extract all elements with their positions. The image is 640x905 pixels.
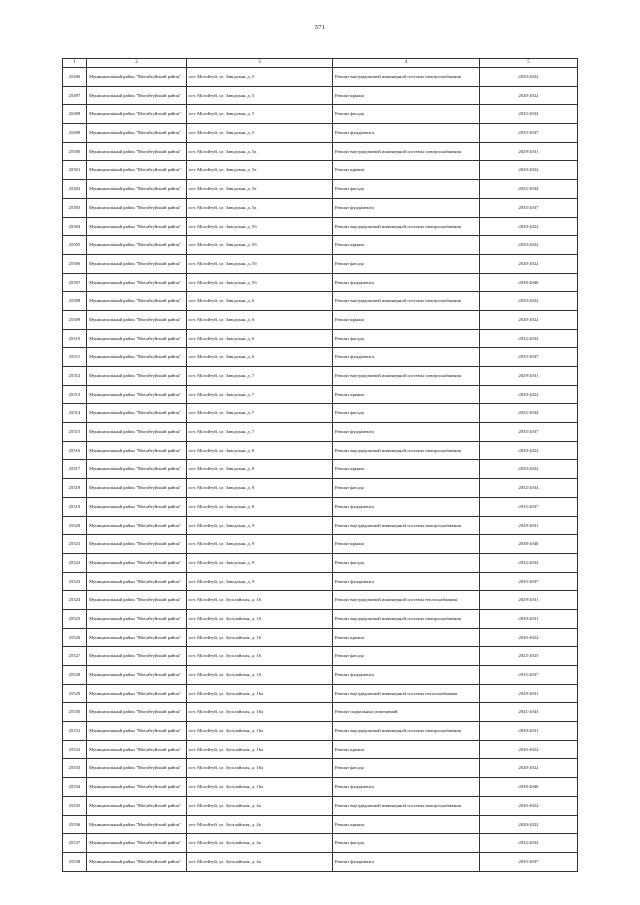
work-type-cell: Ремонт внутридомовой инженерной системы электроснабжения <box>333 796 480 815</box>
work-type-cell: Ремонт фундамента <box>333 273 480 292</box>
work-type-cell: Ремонт подвальных помещений <box>333 703 480 722</box>
work-type-cell: Ремонт фундамента <box>333 348 480 367</box>
municipality-cell: Муниципальный район "Могойтуйский район" <box>87 666 187 685</box>
municipality-cell: Муниципальный район "Могойтуйский район" <box>87 815 187 834</box>
period-cell: 2023-2025 <box>480 647 578 666</box>
row-number: 25504 <box>63 217 87 236</box>
municipality-cell: Муниципальный район "Могойтуйский район" <box>87 759 187 778</box>
table-row <box>63 423 578 442</box>
period-cell: 2020-2022 <box>480 796 578 815</box>
work-type-cell: Ремонт фасада <box>333 180 480 199</box>
header-row <box>63 59 578 68</box>
work-type-cell: Ремонт фасада <box>333 105 480 124</box>
row-number: 25514 <box>63 404 87 423</box>
row-number: 25533 <box>63 759 87 778</box>
period-cell: 2035-2037 <box>480 852 578 871</box>
work-type-cell: Ремонт фундамента <box>333 852 480 871</box>
municipality-cell: Муниципальный район "Могойтуйский район" <box>87 553 187 572</box>
address-cell: пгт. Могойтуй, ул. Заводская, д. 5а <box>187 161 333 180</box>
row-number: 25511 <box>63 348 87 367</box>
work-type-cell: Ремонт фундамента <box>333 572 480 591</box>
municipality-cell: Муниципальный район "Могойтуйский район" <box>87 348 187 367</box>
period-cell: 2029-2031 <box>480 367 578 386</box>
address-cell: пгт. Могойтуй, ул. Зугалайская, д. 16а <box>187 778 333 797</box>
row-number: 25535 <box>63 796 87 815</box>
period-cell: 2020-2022 <box>480 254 578 273</box>
table-row <box>63 759 578 778</box>
period-cell: 2032-2034 <box>480 834 578 853</box>
row-number: 25512 <box>63 367 87 386</box>
work-type-cell: Ремонт внутридомовой инженерной системы электроснабжения <box>333 217 480 236</box>
municipality-cell: Муниципальный район "Могойтуйский район" <box>87 703 187 722</box>
table-row <box>63 535 578 554</box>
address-cell: пгт. Могойтуй, ул. Заводская, д. 6 <box>187 292 333 311</box>
municipality-cell: Муниципальный район "Могойтуйский район" <box>87 722 187 741</box>
address-cell: пгт. Могойтуй, ул. Заводская, д. 6 <box>187 348 333 367</box>
address-cell: пгт. Могойтуй, ул. Заводская, д. 5 <box>187 105 333 124</box>
period-cell: 2038-2040 <box>480 778 578 797</box>
period-cell: 2020-2022 <box>480 217 578 236</box>
row-number: 25502 <box>63 180 87 199</box>
table-row <box>63 852 578 871</box>
work-type-cell: Ремонт внутридомовой инженерной системы теплоснабжения <box>333 684 480 703</box>
row-number: 25503 <box>63 198 87 217</box>
municipality-cell: Муниципальный район "Могойтуйский район" <box>87 647 187 666</box>
period-cell: 2020-2022 <box>480 628 578 647</box>
address-cell: пгт. Могойтуй, ул. Заводская, д. 8 <box>187 460 333 479</box>
row-number: 25537 <box>63 834 87 853</box>
municipality-cell: Муниципальный район "Могойтуйский район" <box>87 217 187 236</box>
table-row <box>63 572 578 591</box>
address-cell: пгт. Могойтуй, ул. Заводская, д. 5б <box>187 254 333 273</box>
municipality-cell: Муниципальный район "Могойтуйский район" <box>87 273 187 292</box>
municipality-cell: Муниципальный район "Могойтуйский район" <box>87 441 187 460</box>
table-row <box>63 722 578 741</box>
table-row <box>63 609 578 628</box>
table-row <box>63 647 578 666</box>
row-number: 25531 <box>63 722 87 741</box>
table-row <box>63 553 578 572</box>
period-cell: 2032-2034 <box>480 553 578 572</box>
table-row <box>63 778 578 797</box>
address-cell: пгт. Могойтуй, ул. Зугалайская, д. 16 <box>187 609 333 628</box>
row-number: 25520 <box>63 516 87 535</box>
address-cell: пгт. Могойтуй, ул. Заводская, д. 8 <box>187 497 333 516</box>
period-cell: 2032-2034 <box>480 105 578 124</box>
page-number: 571 <box>314 24 326 31</box>
table-body <box>63 68 578 872</box>
table-row <box>63 348 578 367</box>
work-type-cell: Ремонт фасада <box>333 834 480 853</box>
address-cell: пгт. Могойтуй, ул. Зугалайская, д. 16 <box>187 666 333 685</box>
row-number: 25515 <box>63 423 87 442</box>
table-row <box>63 273 578 292</box>
column-header-4: 4 <box>333 59 480 68</box>
row-number: 25496 <box>63 68 87 87</box>
municipality-cell: Муниципальный район "Могойтуйский район" <box>87 796 187 815</box>
row-number: 25529 <box>63 684 87 703</box>
address-cell: пгт. Могойтуй, ул. Зугалайская, д. 4а <box>187 796 333 815</box>
work-type-cell: Ремонт крыши <box>333 628 480 647</box>
row-number: 25526 <box>63 628 87 647</box>
address-cell: пгт. Могойтуй, ул. Зугалайская, д. 4а <box>187 852 333 871</box>
row-number: 25536 <box>63 815 87 834</box>
table-row <box>63 105 578 124</box>
row-number: 25500 <box>63 142 87 161</box>
municipality-cell: Муниципальный район "Могойтуйский район" <box>87 497 187 516</box>
table-row <box>63 796 578 815</box>
table-row <box>63 740 578 759</box>
column-header-5: 5 <box>480 59 578 68</box>
period-cell: 2032-2034 <box>480 329 578 348</box>
address-cell: пгт. Могойтуй, ул. Зугалайская, д. 16а <box>187 703 333 722</box>
work-type-cell: Ремонт внутридомовой инженерной системы электроснабжения <box>333 609 480 628</box>
municipality-cell: Муниципальный район "Могойтуйский район" <box>87 778 187 797</box>
row-number: 25507 <box>63 273 87 292</box>
table-row <box>63 180 578 199</box>
work-type-cell: Ремонт внутридомовой инженерной системы электроснабжения <box>333 142 480 161</box>
row-number: 25527 <box>63 647 87 666</box>
address-cell: пгт. Могойтуй, ул. Заводская, д. 7 <box>187 404 333 423</box>
address-cell: пгт. Могойтуй, ул. Заводская, д. 9 <box>187 535 333 554</box>
period-cell: 2035-2037 <box>480 497 578 516</box>
period-cell: 2041-2043 <box>480 703 578 722</box>
row-number: 25508 <box>63 292 87 311</box>
period-cell: 2020-2022 <box>480 86 578 105</box>
table-row <box>63 161 578 180</box>
work-type-cell: Ремонт фундамента <box>333 666 480 685</box>
period-cell: 2029-2031 <box>480 142 578 161</box>
address-cell: пгт. Могойтуй, ул. Заводская, д. 9 <box>187 516 333 535</box>
table-row <box>63 628 578 647</box>
period-cell: 2035-2037 <box>480 348 578 367</box>
row-number: 25524 <box>63 591 87 610</box>
period-cell: 2020-2022 <box>480 236 578 255</box>
table-header <box>63 59 578 68</box>
repair-schedule-table <box>62 58 578 872</box>
work-type-cell: Ремонт внутридомовой инженерной системы электроснабжения <box>333 441 480 460</box>
table-row <box>63 460 578 479</box>
work-type-cell: Ремонт крыши <box>333 460 480 479</box>
address-cell: пгт. Могойтуй, ул. Заводская, д. 7 <box>187 385 333 404</box>
municipality-cell: Муниципальный район "Могойтуйский район" <box>87 535 187 554</box>
period-cell: 2032-2034 <box>480 180 578 199</box>
municipality-cell: Муниципальный район "Могойтуйский район" <box>87 254 187 273</box>
table-row <box>63 385 578 404</box>
table-row <box>63 124 578 143</box>
address-cell: пгт. Могойтуй, ул. Заводская, д. 7 <box>187 423 333 442</box>
period-cell: 2029-2031 <box>480 516 578 535</box>
address-cell: пгт. Могойтуй, ул. Зугалайская, д. 4а <box>187 815 333 834</box>
municipality-cell: Муниципальный район "Могойтуйский район" <box>87 124 187 143</box>
address-cell: пгт. Могойтуй, ул. Зугалайская, д. 4а <box>187 834 333 853</box>
row-number: 25532 <box>63 740 87 759</box>
table-row <box>63 292 578 311</box>
table-row <box>63 310 578 329</box>
work-type-cell: Ремонт фасада <box>333 647 480 666</box>
row-number: 25518 <box>63 479 87 498</box>
municipality-cell: Муниципальный район "Могойтуйский район" <box>87 423 187 442</box>
row-number: 25538 <box>63 852 87 871</box>
address-cell: пгт. Могойтуй, ул. Заводская, д. 9 <box>187 572 333 591</box>
work-type-cell: Ремонт внутридомовой инженерной системы электроснабжения <box>333 722 480 741</box>
table-row <box>63 142 578 161</box>
table-row <box>63 367 578 386</box>
period-cell: 2038-2040 <box>480 273 578 292</box>
work-type-cell: Ремонт крыши <box>333 161 480 180</box>
municipality-cell: Муниципальный район "Могойтуйский район" <box>87 292 187 311</box>
period-cell: 2020-2022 <box>480 740 578 759</box>
work-type-cell: Ремонт фундамента <box>333 497 480 516</box>
municipality-cell: Муниципальный район "Могойтуйский район" <box>87 86 187 105</box>
address-cell: пгт. Могойтуй, ул. Заводская, д. 6 <box>187 310 333 329</box>
table-row <box>63 441 578 460</box>
table-row <box>63 198 578 217</box>
row-number: 25506 <box>63 254 87 273</box>
municipality-cell: Муниципальный район "Могойтуйский район" <box>87 68 187 87</box>
table-row <box>63 329 578 348</box>
address-cell: пгт. Могойтуй, ул. Зугалайская, д. 16а <box>187 722 333 741</box>
row-number: 25525 <box>63 609 87 628</box>
table-row <box>63 516 578 535</box>
address-cell: пгт. Могойтуй, ул. Заводская, д. 8 <box>187 479 333 498</box>
municipality-cell: Муниципальный район "Могойтуйский район" <box>87 609 187 628</box>
municipality-cell: Муниципальный район "Могойтуйский район" <box>87 460 187 479</box>
period-cell: 2035-2037 <box>480 423 578 442</box>
work-type-cell: Ремонт крыши <box>333 815 480 834</box>
municipality-cell: Муниципальный район "Могойтуйский район" <box>87 310 187 329</box>
work-type-cell: Ремонт крыши <box>333 310 480 329</box>
row-number: 25528 <box>63 666 87 685</box>
address-cell: пгт. Могойтуй, ул. Заводская, д. 9 <box>187 553 333 572</box>
work-type-cell: Ремонт фасада <box>333 479 480 498</box>
address-cell: пгт. Могойтуй, ул. Заводская, д. 5а <box>187 180 333 199</box>
address-cell: пгт. Могойтуй, ул. Заводская, д. 7 <box>187 367 333 386</box>
period-cell: 2029-2031 <box>480 684 578 703</box>
row-number: 25510 <box>63 329 87 348</box>
row-number: 25501 <box>63 161 87 180</box>
municipality-cell: Муниципальный район "Могойтуйский район" <box>87 236 187 255</box>
period-cell: 2020-2022 <box>480 310 578 329</box>
table-row <box>63 254 578 273</box>
address-cell: пгт. Могойтуй, ул. Заводская, д. 5 <box>187 124 333 143</box>
period-cell: 2020-2022 <box>480 441 578 460</box>
period-cell: 2020-2022 <box>480 759 578 778</box>
municipality-cell: Муниципальный район "Могойтуйский район" <box>87 161 187 180</box>
municipality-cell: Муниципальный район "Могойтуйский район" <box>87 105 187 124</box>
municipality-cell: Муниципальный район "Могойтуйский район" <box>87 591 187 610</box>
row-number: 25521 <box>63 535 87 554</box>
municipality-cell: Муниципальный район "Могойтуйский район" <box>87 628 187 647</box>
period-cell: 2020-2022 <box>480 385 578 404</box>
row-number: 25523 <box>63 572 87 591</box>
municipality-cell: Муниципальный район "Могойтуйский район" <box>87 198 187 217</box>
period-cell: 2032-2034 <box>480 479 578 498</box>
address-cell: пгт. Могойтуй, ул. Заводская, д. 5 <box>187 86 333 105</box>
work-type-cell: Ремонт фундамента <box>333 124 480 143</box>
address-cell: пгт. Могойтуй, ул. Зугалайская, д. 16 <box>187 628 333 647</box>
address-cell: пгт. Могойтуй, ул. Заводская, д. 5б <box>187 217 333 236</box>
municipality-cell: Муниципальный район "Могойтуйский район" <box>87 684 187 703</box>
municipality-cell: Муниципальный район "Могойтуйский район" <box>87 572 187 591</box>
work-type-cell: Ремонт крыши <box>333 385 480 404</box>
address-cell: пгт. Могойтуй, ул. Заводская, д. 5а <box>187 198 333 217</box>
municipality-cell: Муниципальный район "Могойтуйский район" <box>87 852 187 871</box>
period-cell: 2020-2022 <box>480 292 578 311</box>
work-type-cell: Ремонт крыши <box>333 535 480 554</box>
address-cell: пгт. Могойтуй, ул. Заводская, д. 5б <box>187 273 333 292</box>
row-number: 25519 <box>63 497 87 516</box>
period-cell: 2020-2022 <box>480 815 578 834</box>
period-cell: 2035-2037 <box>480 572 578 591</box>
address-cell: пгт. Могойтуй, ул. Заводская, д. 5а <box>187 142 333 161</box>
municipality-cell: Муниципальный район "Могойтуйский район" <box>87 367 187 386</box>
address-cell: пгт. Могойтуй, ул. Зугалайская, д. 16а <box>187 684 333 703</box>
period-cell: 2038-2040 <box>480 535 578 554</box>
municipality-cell: Муниципальный район "Могойтуйский район" <box>87 479 187 498</box>
row-number: 25498 <box>63 105 87 124</box>
municipality-cell: Муниципальный район "Могойтуйский район" <box>87 385 187 404</box>
table-row <box>63 666 578 685</box>
row-number: 25517 <box>63 460 87 479</box>
municipality-cell: Муниципальный район "Могойтуйский район" <box>87 740 187 759</box>
address-cell: пгт. Могойтуй, ул. Зугалайская, д. 16 <box>187 591 333 610</box>
work-type-cell: Ремонт фасада <box>333 759 480 778</box>
table-row <box>63 684 578 703</box>
municipality-cell: Муниципальный район "Могойтуйский район" <box>87 180 187 199</box>
table-row <box>63 217 578 236</box>
table-row <box>63 703 578 722</box>
work-type-cell: Ремонт внутридомовой инженерной системы теплоснабжения <box>333 591 480 610</box>
table-row <box>63 236 578 255</box>
work-type-cell: Ремонт внутридомовой инженерной системы электроснабжения <box>333 367 480 386</box>
period-cell: 2035-2037 <box>480 666 578 685</box>
row-number: 25509 <box>63 310 87 329</box>
work-type-cell: Ремонт фундамента <box>333 198 480 217</box>
work-type-cell: Ремонт фундамента <box>333 423 480 442</box>
work-type-cell: Ремонт внутридомовой инженерной системы электроснабжения <box>333 292 480 311</box>
address-cell: пгт. Могойтуй, ул. Зугалайская, д. 16 <box>187 647 333 666</box>
row-number: 25505 <box>63 236 87 255</box>
table-row <box>63 68 578 87</box>
work-type-cell: Ремонт фасада <box>333 553 480 572</box>
column-header-3: 3 <box>187 59 333 68</box>
work-type-cell: Ремонт внутридомовой инженерной системы электроснабжения <box>333 516 480 535</box>
row-number: 25522 <box>63 553 87 572</box>
address-cell: пгт. Могойтуй, ул. Заводская, д. 5 <box>187 68 333 87</box>
work-type-cell: Ремонт внутридомовой инженерной системы электроснабжения <box>333 68 480 87</box>
address-cell: пгт. Могойтуй, ул. Зугалайская, д. 16а <box>187 740 333 759</box>
row-number: 25497 <box>63 86 87 105</box>
work-type-cell: Ремонт фасада <box>333 404 480 423</box>
row-number: 25513 <box>63 385 87 404</box>
municipality-cell: Муниципальный район "Могойтуйский район" <box>87 329 187 348</box>
period-cell: 2029-2031 <box>480 609 578 628</box>
period-cell: 2020-2022 <box>480 68 578 87</box>
table-row <box>63 86 578 105</box>
row-number: 25530 <box>63 703 87 722</box>
work-type-cell: Ремонт крыши <box>333 236 480 255</box>
work-type-cell: Ремонт крыши <box>333 86 480 105</box>
period-cell: 2020-2022 <box>480 161 578 180</box>
period-cell: 2032-2034 <box>480 404 578 423</box>
address-cell: пгт. Могойтуй, ул. Заводская, д. 8 <box>187 441 333 460</box>
row-number: 25516 <box>63 441 87 460</box>
table-row <box>63 591 578 610</box>
row-number: 25534 <box>63 778 87 797</box>
row-number: 25499 <box>63 124 87 143</box>
table-row <box>63 834 578 853</box>
municipality-cell: Муниципальный район "Могойтуйский район" <box>87 516 187 535</box>
municipality-cell: Муниципальный район "Могойтуйский район" <box>87 404 187 423</box>
municipality-cell: Муниципальный район "Могойтуйский район" <box>87 834 187 853</box>
period-cell: 2020-2022 <box>480 460 578 479</box>
address-cell: пгт. Могойтуй, ул. Заводская, д. 5б <box>187 236 333 255</box>
table-row <box>63 815 578 834</box>
work-type-cell: Ремонт фасада <box>333 329 480 348</box>
table-row <box>63 404 578 423</box>
period-cell: 2035-2037 <box>480 124 578 143</box>
column-header-2: 2 <box>87 59 187 68</box>
work-type-cell: Ремонт фасада <box>333 254 480 273</box>
table-row <box>63 479 578 498</box>
column-header-1: 1 <box>63 59 87 68</box>
period-cell: 2029-2031 <box>480 722 578 741</box>
period-cell: 2029-2031 <box>480 591 578 610</box>
address-cell: пгт. Могойтуй, ул. Зугалайская, д. 16а <box>187 759 333 778</box>
table-row <box>63 497 578 516</box>
address-cell: пгт. Могойтуй, ул. Заводская, д. 6 <box>187 329 333 348</box>
work-type-cell: Ремонт фундамента <box>333 778 480 797</box>
municipality-cell: Муниципальный район "Могойтуйский район" <box>87 142 187 161</box>
period-cell: 2035-2037 <box>480 198 578 217</box>
work-type-cell: Ремонт крыши <box>333 740 480 759</box>
